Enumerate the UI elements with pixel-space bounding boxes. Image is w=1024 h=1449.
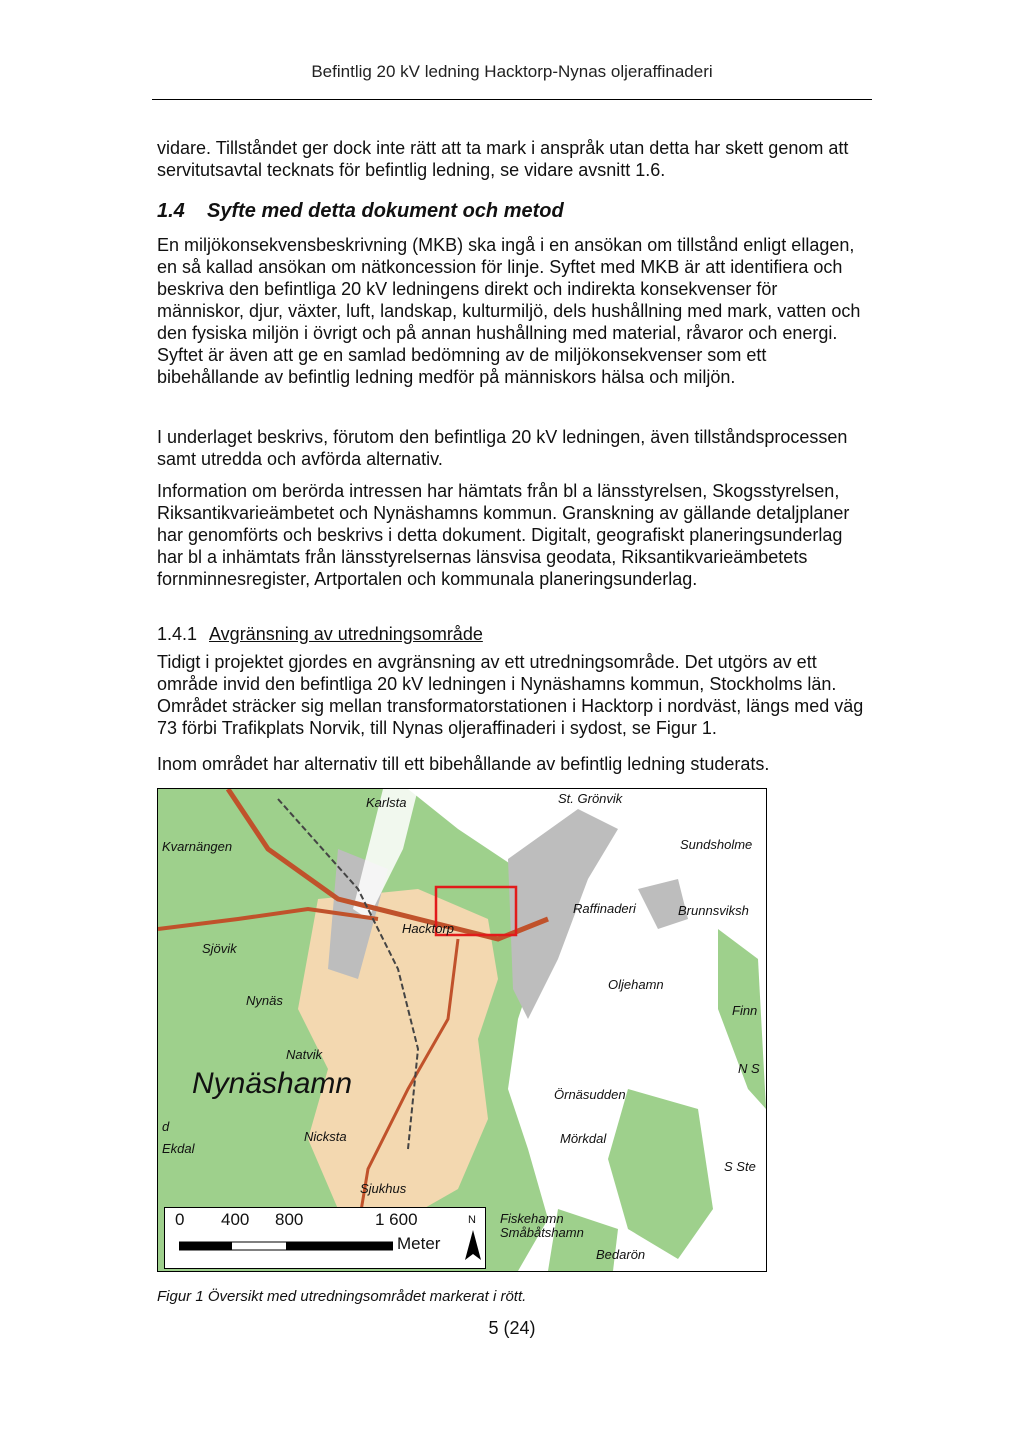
- scale-tick-800: 800: [275, 1210, 304, 1229]
- map-label-morkdal: Mörkdal: [560, 1131, 607, 1146]
- map-label-natvik: Natvik: [286, 1047, 323, 1062]
- map-label-smabatshamn: Småbåtshamn: [500, 1225, 584, 1240]
- north-arrow-icon: [461, 1214, 485, 1264]
- overview-map: [157, 788, 767, 1272]
- map-label-nicksta: Nicksta: [304, 1129, 347, 1144]
- subsection-number: 1.4.1: [157, 624, 198, 644]
- para-5: Inom området har alternativ till ett bibehållande av befintlig ledning studerats.: [157, 754, 770, 774]
- map-label-sundsholme: Sundsholme: [680, 837, 753, 852]
- map-label-bedaron: Bedarön: [596, 1247, 646, 1262]
- paragraph-underlag: [157, 426, 865, 470]
- map-label-ekdal: Ekdal: [162, 1141, 195, 1156]
- figure-caption: Figur 1 Översikt med utredningsområdet markerat i rött.: [157, 1288, 527, 1305]
- map-label-hacktorp: Hacktorp: [402, 921, 455, 936]
- scale-tick-1600: 1 600: [375, 1210, 418, 1229]
- north-label: N: [468, 1214, 476, 1226]
- para-1: En miljökonsekvensbeskrivning (MKB) ska ingå i en ansökan om tillstånd enligt ellagen, en så kallad ansökan om nätkoncession för linje. Syftet med MKB är att identifiera och beskriva den befintliga 20 kV ledningens direkt och indirekta konsekvenser för människor, djur, växter, luft, landskap, kulturmiljö, dels hushållning med mark, vatten och den fysiska miljön i övrigt och på annan hushållning med material, råvaror och energi. Syftet är även att ge en samlad bedömning av de miljökonsekvenser som ett bibehållande av befintlig ledning medför på människors hälsa och miljön.: [157, 235, 861, 387]
- scale-bar-box: [164, 1207, 486, 1269]
- section-number: 1.4: [157, 200, 185, 222]
- scale-unit: Meter: [397, 1234, 441, 1253]
- map-label-finn: Finn: [732, 1003, 758, 1018]
- para-4: Tidigt i projektet gjordes en avgränsning av ett utredningsområde. Det utgörs av ett område invid den befintliga 20 kV ledningen i Nynäshamns kommun, Stockholms län. Området sträcker sig mellan transformatorstationen i Hacktorp i nordväst, längs med väg 73 förbi Trafikplats Norvik, till Nynas oljeraffinaderi i sydost, se Figur 1.: [157, 652, 864, 738]
- map-label-n-s: N S: [738, 1061, 760, 1076]
- para-0: vidare. Tillståndet ger dock inte rätt att ta mark i anspråk utan detta har skett genom att servitutsavtal tecknats för befintlig ledning, se vidare avsnitt 1.6.: [157, 138, 849, 180]
- header-rule: [152, 99, 872, 100]
- para-2: I underlaget beskrivs, förutom den befintliga 20 kV ledningen, även tillståndsprocessen samt utredda och avförda alternativ.: [157, 427, 848, 469]
- subsection-title: Avgränsning av utredningsområde: [209, 624, 483, 644]
- map-label-sjukhus: Sjukhus: [360, 1181, 407, 1196]
- map-label-st-gronvik: St. Grönvik: [558, 791, 623, 806]
- scale-tick-400: 400: [221, 1210, 250, 1229]
- map-graphic: [158, 789, 766, 1271]
- map-label-nynas: Nynäs: [246, 993, 283, 1008]
- map-label-sjovik: Sjövik: [202, 941, 237, 956]
- map-label-oljehamn: Oljehamn: [608, 977, 664, 992]
- map-label-ornasudden: Örnäsudden: [554, 1087, 626, 1102]
- running-header: Befintlig 20 kV ledning Hacktorp-Nynas oljeraffinaderi: [311, 62, 713, 81]
- subsection-heading: [157, 624, 483, 645]
- map-label-fiskehamn: Fiskehamn: [500, 1211, 564, 1226]
- scale-bar: [179, 1240, 393, 1252]
- map-label-raffinaderi: Raffinaderi: [573, 901, 636, 916]
- page-number: 5 (24): [488, 1318, 536, 1338]
- map-label-d: d: [162, 1119, 170, 1134]
- section-heading: [157, 200, 564, 223]
- section-title: Syfte med detta dokument och metod: [207, 200, 564, 222]
- paragraph-avgransning: [157, 651, 865, 739]
- para-3: Information om berörda intressen har hämtats från bl a länsstyrelsen, Skogsstyrelsen, Riksantikvarieämbetet och Nynäshamns kommun. Granskning av gällande detaljplaner har genomförts och beskrivs i detta dokument. Digitalt, geografiskt planeringsunderlag har bl a inhämtats från länsstyrelsernas länsvisa geodata, Riksantikvarieämbetets fornminnesregister, Artportalen och kommunala planeringsunderlag.: [157, 481, 850, 589]
- paragraph-information: [157, 480, 865, 590]
- map-label-s-ste: S Ste: [724, 1159, 756, 1174]
- map-label-nynashamn: Nynäshamn: [192, 1067, 353, 1100]
- map-label-karlsta: Karlsta: [366, 795, 407, 810]
- paragraph-continuation: [157, 137, 865, 181]
- map-label-kvarnangen: Kvarnängen: [162, 839, 233, 854]
- paragraph-purpose: [157, 234, 865, 388]
- scale-tick-0: 0: [175, 1210, 185, 1229]
- map-label-brunnsviksh: Brunnsviksh: [678, 903, 749, 918]
- paragraph-alternativ: [157, 753, 865, 775]
